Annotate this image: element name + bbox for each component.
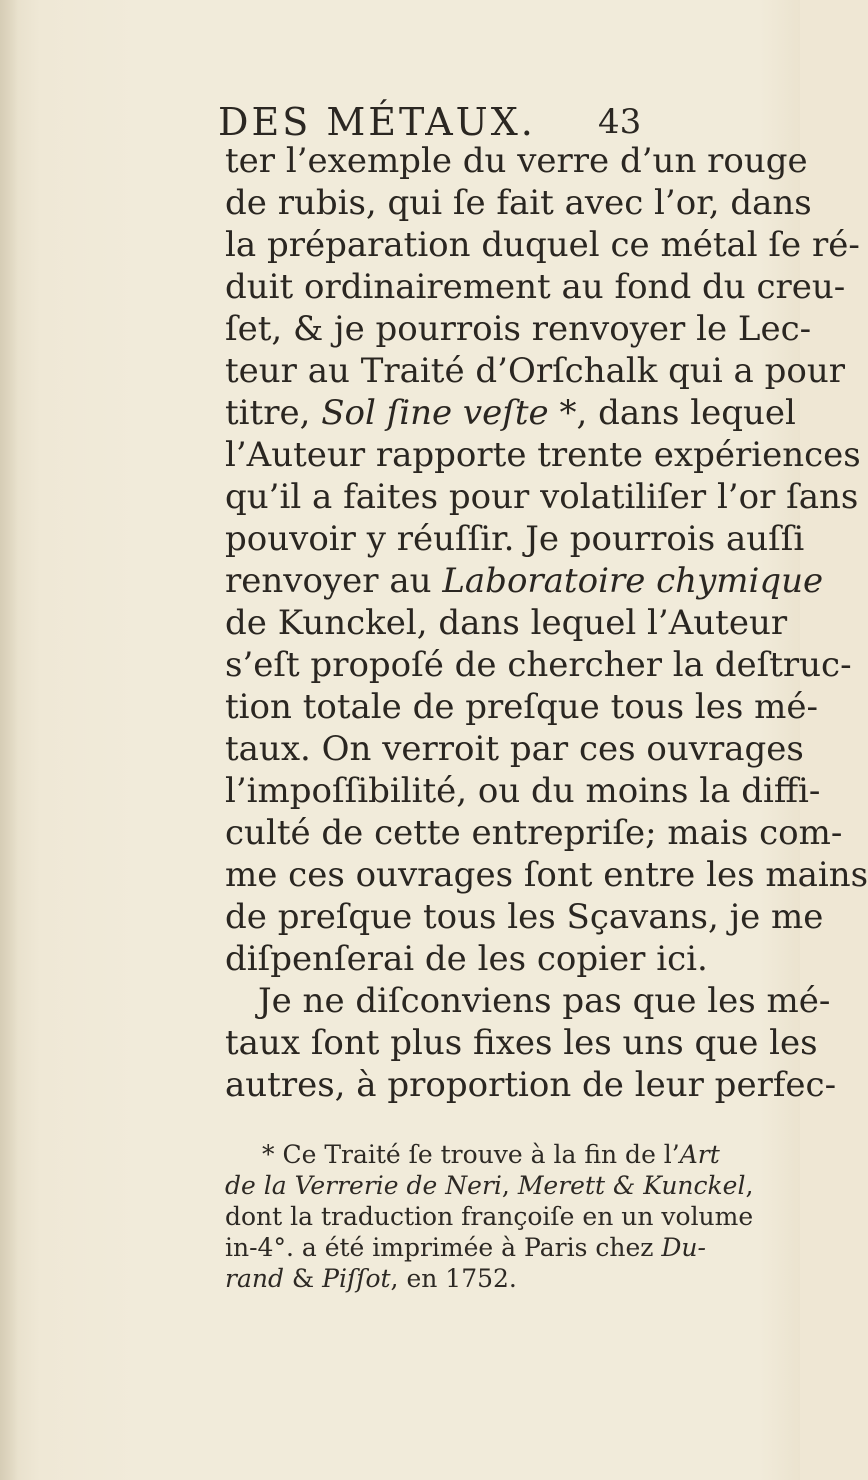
footnote-line: dont la traduction françoiſe en un volume (225, 1202, 754, 1231)
italic-title: Art (679, 1140, 720, 1169)
text-line: teur au Traité d’Orſchalk qui a pour (225, 351, 845, 391)
text-line: me ces ouvrages ſont entre les mains (225, 855, 868, 895)
text-line (225, 560, 823, 602)
text-span: renvoyer au (225, 561, 443, 601)
italic-title: Piſſot (322, 1264, 391, 1293)
text-span: & (283, 1264, 323, 1293)
text-line: l’Auteur rapporte trente expériences (225, 435, 861, 475)
text-span: , (501, 1171, 518, 1200)
text-span: *, dans lequel (548, 393, 796, 433)
text-line: de Kunckel, dans lequel l’Auteur (225, 603, 788, 643)
footnote-line (225, 1171, 753, 1201)
text-line: l’impoſſibilité, ou du moins la diffi- (225, 771, 821, 811)
text-line (225, 392, 796, 434)
text-line: ter l’exemple du verre d’un rouge (225, 141, 808, 181)
text-line: de rubis, qui ſe fait avec l’or, dans (225, 183, 812, 223)
text-line: qu’il a faites pour volatiliſer l’or ſans (225, 477, 859, 517)
italic-title: rand (225, 1264, 284, 1293)
text-line: tion totale de preſque tous les mé- (225, 687, 818, 727)
text-span: , (745, 1171, 754, 1200)
text-line: diſpenſerai de les copier ici. (225, 939, 708, 979)
page-number: 43 (598, 102, 642, 142)
text-line: ſet, & je pourrois renvoyer le Lec- (225, 309, 812, 349)
text-span: titre, (225, 393, 322, 433)
text-line: la préparation duquel ce métal ſe ré- (225, 225, 860, 265)
footnote-line (262, 1140, 720, 1170)
italic-title: Merett & Kunckel (517, 1171, 746, 1200)
text-line: taux ſont plus fixes les uns que les (225, 1023, 818, 1063)
footnote-line (225, 1264, 517, 1294)
italic-title: de la Verrerie de Neri (225, 1171, 502, 1200)
text-line: de preſque tous les Sçavans, je me (225, 897, 824, 937)
text-line: duit ordinairement au fond du creu- (225, 267, 846, 307)
text-span: * Ce Traité ſe trouve à la fin de l’ (262, 1140, 680, 1169)
italic-title: Du- (661, 1233, 706, 1262)
text-span: in-4°. a été imprimée à Paris chez (225, 1233, 662, 1262)
text-line: culté de cette entrepriſe; mais com- (225, 813, 843, 853)
text-line: s’eſt propoſé de chercher la deſtruc- (225, 645, 852, 685)
paragraph-start-line: Je ne diſconviens pas que les mé- (258, 981, 831, 1021)
text-span: , en 1752. (390, 1264, 517, 1293)
italic-title: Sol ſine veſte (321, 393, 549, 433)
running-title: DES MÉTAUX. (218, 100, 536, 144)
text-line: pouvoir y réuſſir. Je pourrois auſſi (225, 519, 805, 559)
page-header (0, 100, 800, 144)
text-line: taux. On verroit par ces ouvrages (225, 729, 804, 769)
footnote-line (225, 1233, 706, 1263)
gutter-shadow (0, 0, 18, 1480)
italic-title: Laboratoire chymique (442, 561, 824, 601)
text-line: autres, à proportion de leur perfec- (225, 1065, 837, 1105)
